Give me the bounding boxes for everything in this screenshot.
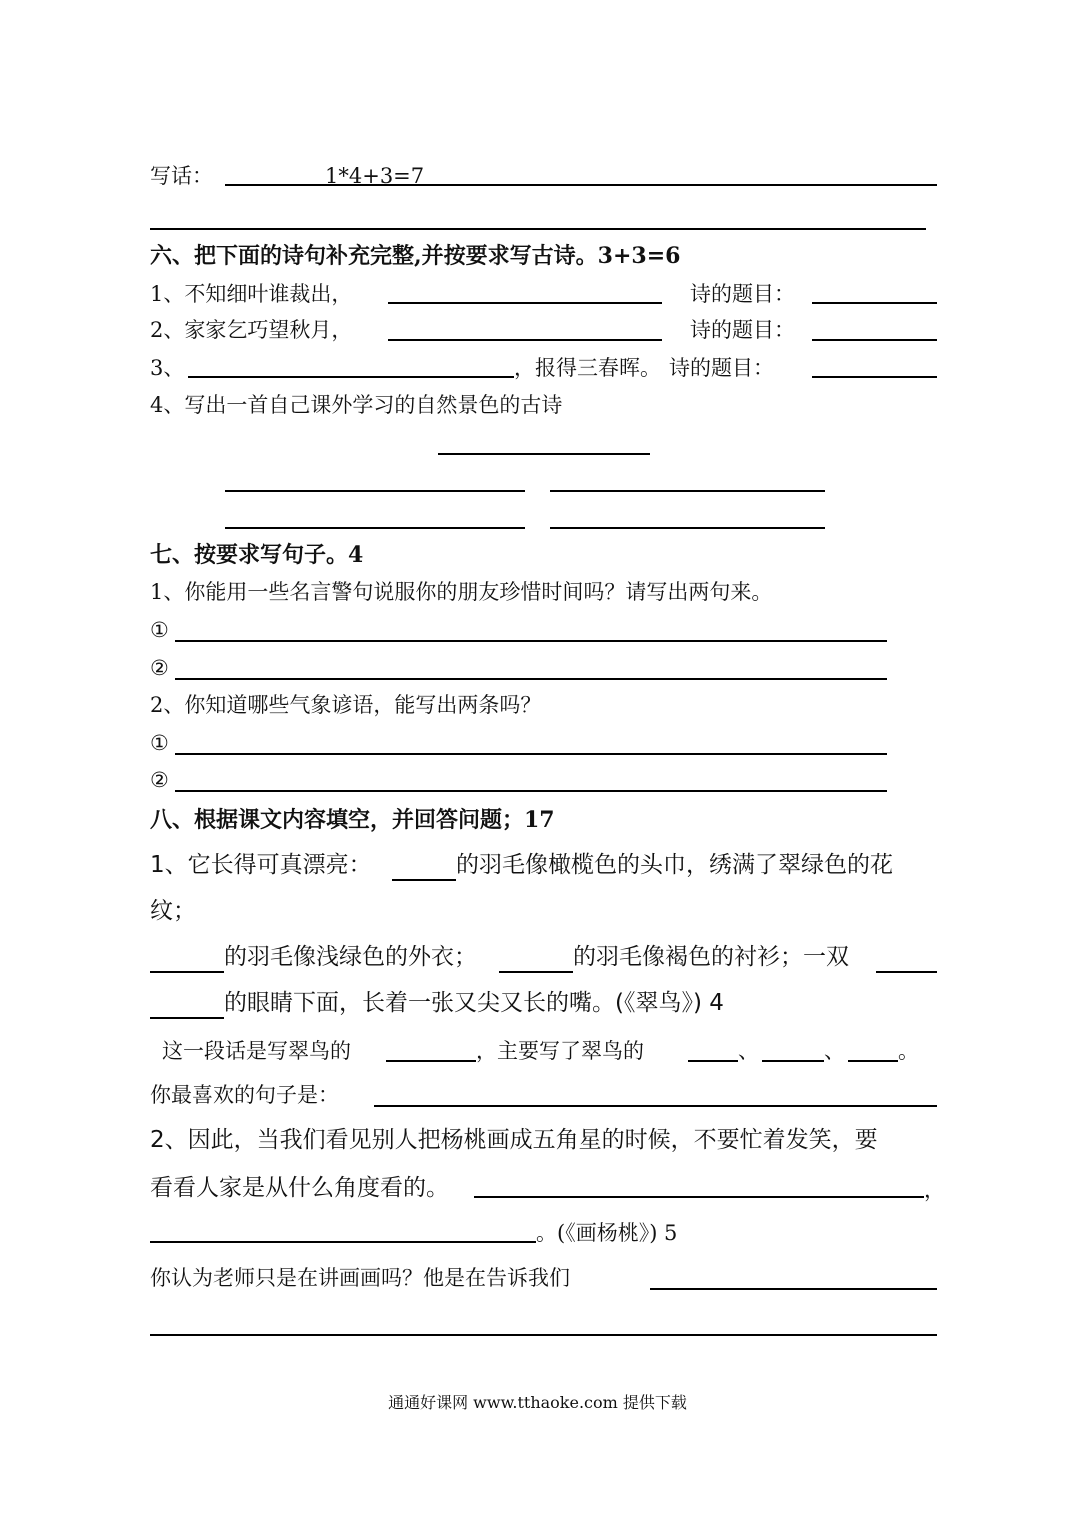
sec8-q1-blank-belly[interactable] — [499, 971, 573, 973]
sec7-q2-mark-2: ② — [150, 768, 169, 792]
sec8-q2-b: 看看人家是从什么角度看的。 — [150, 1175, 449, 1201]
sec8-q1-blank-back[interactable] — [150, 971, 224, 973]
sec8-q1-blank-eyes-2[interactable] — [150, 1017, 224, 1019]
sec6-q2: 2、家家乞巧望秋月， — [150, 318, 353, 342]
sec8-q1-f: 的眼睛下面，长着一张又尖又长的嘴。(《翠鸟》) 4 — [224, 990, 724, 1016]
poem-line-1-blank[interactable] — [225, 490, 525, 492]
sec7-q1-mark-2: ② — [150, 656, 169, 680]
sec6-q3-title-label: 诗的题目： — [669, 356, 774, 380]
sec7-q1: 1、你能用一些名言警句说服你的朋友珍惜时间吗？请写出两句来。 — [150, 580, 773, 604]
sec6-q1: 1、不知细叶谁裁出， — [150, 282, 353, 306]
sec8-q1-sep-1: 、 — [738, 1039, 759, 1063]
poem-line-4-blank[interactable] — [550, 527, 825, 529]
sec8-q2-a: 2、因此，当我们看见别人把杨桃画成五角星的时候，不要忙着发笑，要 — [150, 1127, 878, 1153]
sec8-q1-blank-aspect-3[interactable] — [848, 1060, 898, 1062]
sec8-q1-blank-aspect-2[interactable] — [762, 1060, 824, 1062]
sec7-q1-blank-1[interactable] — [175, 640, 887, 642]
sec6-q2-title-label: 诗的题目： — [690, 318, 795, 342]
sec7-q2: 2、你知道哪些气象谚语，能写出两条吗？ — [150, 693, 542, 717]
sec8-q2-blank-3[interactable] — [650, 1288, 937, 1290]
sec8-q1-d: 的羽毛像浅绿色的外衣； — [224, 944, 477, 970]
sec7-q1-blank-2[interactable] — [175, 678, 887, 680]
sec8-fav-blank[interactable] — [374, 1105, 937, 1107]
sec7-q2-blank-1[interactable] — [175, 753, 887, 755]
sec8-q1-end: 。 — [898, 1039, 919, 1063]
sec6-q1-title-label: 诗的题目： — [690, 282, 795, 306]
sec7-q2-blank-2[interactable] — [175, 790, 887, 792]
sec6-q3-title-blank[interactable] — [812, 376, 937, 378]
sec7-q2-mark-1: ① — [150, 731, 169, 755]
sec6-q3-blank[interactable] — [188, 376, 514, 378]
poem-title-blank[interactable] — [438, 453, 650, 455]
sec8-q2-comma: ， — [924, 1178, 945, 1202]
page-footer: 通通好课网 www.tthaoke.com 提供下载 — [388, 1393, 687, 1412]
sec6-q3-text: ，报得三春晖。 — [514, 356, 661, 380]
sec6-q3-num: 3、 — [150, 356, 185, 380]
sec8-q1-a: 1、它长得可真漂亮： — [150, 852, 372, 878]
writing-label: 写话： — [150, 164, 213, 188]
sec8-q1-blank-aspect-1[interactable] — [688, 1060, 738, 1062]
sec8-q1-c: 纹； — [150, 898, 196, 924]
sec6-q2-title-blank[interactable] — [812, 339, 937, 341]
sec8-q1-blank-head[interactable] — [392, 879, 456, 881]
sec8-q2-blank-4[interactable] — [150, 1334, 937, 1336]
sec8-q1-e: 的羽毛像褐色的衬衫；一双 — [573, 944, 849, 970]
writing-score: 1*4+3=7 — [325, 164, 425, 188]
sec8-q1-blank-eyes-1[interactable] — [876, 971, 937, 973]
sec8-q1-b: 的羽毛像橄榄色的头巾，绣满了翠绿色的花 — [456, 852, 893, 878]
section-8-heading: 八、根据课文内容填空，并回答问题；17 — [150, 807, 555, 833]
sec6-q1-title-blank[interactable] — [812, 302, 937, 304]
sec8-q1-g: 这一段话是写翠鸟的 — [162, 1039, 351, 1063]
sec8-fav-label: 你最喜欢的句子是： — [150, 1083, 339, 1107]
sec8-q2-blank-1[interactable] — [474, 1196, 924, 1198]
sec8-q2-blank-2[interactable] — [150, 1241, 536, 1243]
sec8-q2-d: 你认为老师只是在讲画画吗？他是在告诉我们 — [150, 1266, 570, 1290]
sec8-q1-blank-what[interactable] — [386, 1060, 476, 1062]
sec8-q1-h: ，主要写了翠鸟的 — [476, 1039, 644, 1063]
sec6-q2-blank[interactable] — [388, 339, 662, 341]
sec8-q1-sep-2: 、 — [824, 1039, 845, 1063]
writing-blank-2[interactable] — [150, 228, 926, 230]
section-6-heading: 六、把下面的诗句补充完整,并按要求写古诗。3+3=6 — [150, 243, 681, 269]
section-7-heading: 七、按要求写句子。4 — [150, 542, 364, 568]
sec6-q1-blank[interactable] — [388, 302, 662, 304]
poem-line-3-blank[interactable] — [225, 527, 525, 529]
sec8-q2-c: 。(《画杨桃》) 5 — [536, 1221, 678, 1245]
sec6-q4: 4、写出一首自己课外学习的自然景色的古诗 — [150, 393, 563, 417]
sec7-q1-mark-1: ① — [150, 618, 169, 642]
poem-line-2-blank[interactable] — [550, 490, 825, 492]
